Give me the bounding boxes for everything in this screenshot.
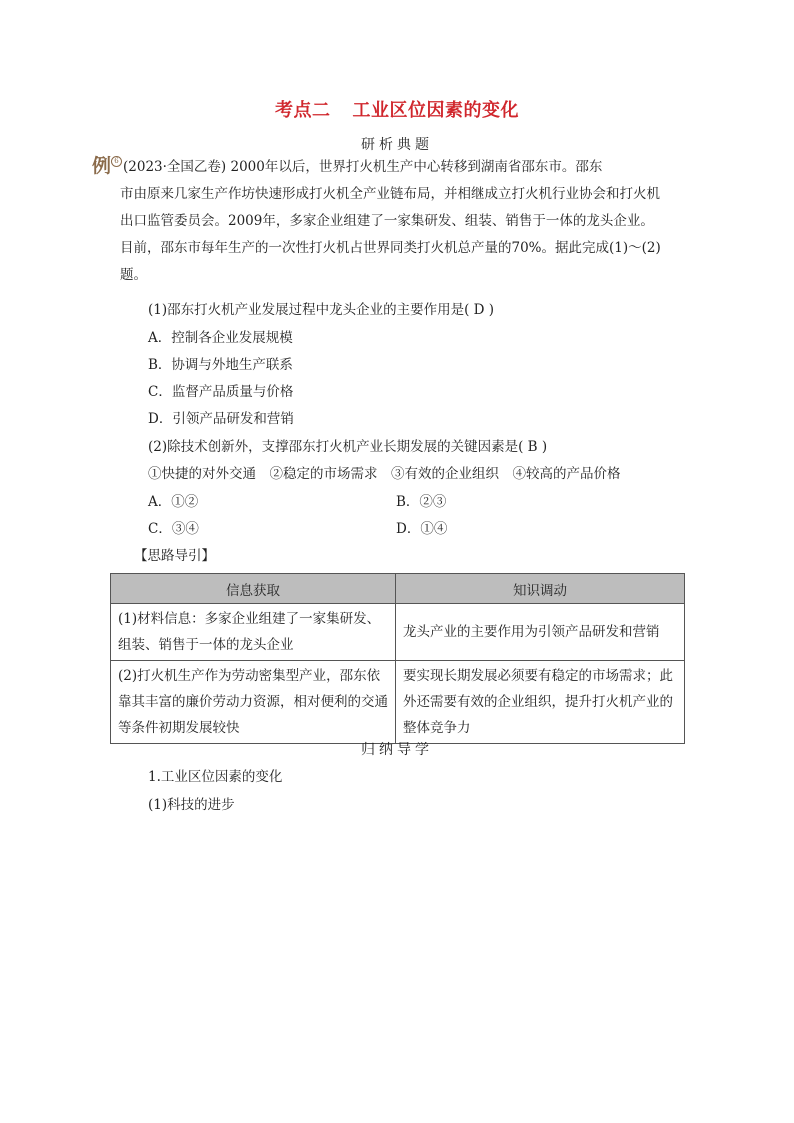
title-part2: 工业区位因素的变化 (352, 100, 519, 121)
summary-subpoint-1: (1)科技的进步 (148, 797, 235, 813)
example-passage (92, 153, 680, 289)
question-1-stem: (1)邵东打火机产业发展过程中龙头企业的主要作用是( D ) (148, 302, 495, 318)
question-1-option-b: B．协调与外地生产联系 (148, 357, 293, 373)
table-row (111, 604, 685, 661)
example-line-2: 市由原来几家生产作坊快速形成打火机全产业链布局，并相继成立打火机行业协会和打火机 (120, 186, 660, 202)
guide-table-header (111, 574, 685, 604)
title-part1: 考点二 (275, 100, 331, 121)
question-1-option-d: D．引领产品研发和营销 (148, 411, 294, 427)
guide-row-2-info: (2)打火机生产作为劳动密集型产业，邵东依靠其丰富的廉价劳动力资源，相对便利的交通等条件初期发展较快 (111, 661, 396, 744)
guide-header-knowledge: 知识调动 (396, 574, 685, 604)
guide-table (110, 573, 685, 744)
guide-row-1-knowledge: 龙头产业的主要作用为引领产品研发和营销 (396, 604, 685, 661)
question-1-option-c: C．监督产品质量与价格 (148, 384, 294, 400)
question-2-option-c: C．③④ (148, 521, 199, 537)
guide-row-1-info: (1)材料信息：多家企业组建了一家集研发、组装、销售于一体的龙头企业 (111, 604, 396, 661)
example-badge: 6 (111, 156, 122, 167)
question-1-option-a: A．控制各企业发展规模 (148, 330, 293, 346)
example-mark: 例 (92, 155, 112, 177)
example-line-4: 目前，邵东市每年生产的一次性打火机占世界同类打火机总产量的70%。据此完成(1)～(2) (120, 240, 661, 256)
example-line-3: 出口监管委员会。2009年，多家企业组建了一家集研发、组装、销售于一体的龙头企业。 (120, 213, 654, 229)
question-2-stem: (2)除技术创新外，支撑邵东打火机产业长期发展的关键因素是( B ) (148, 439, 548, 455)
example-line-5: 题。 (120, 267, 147, 283)
section-heading-study: 研析典题 (361, 137, 433, 153)
table-row (111, 661, 685, 744)
summary-point-1: 1.工业区位因素的变化 (148, 769, 283, 785)
example-line-1: 例 6 (2023·全国乙卷) 2000年以后，世界打火机生产中心转移到湖南省邵东市。邵东 (92, 155, 603, 177)
question-2-option-d: D．①④ (396, 521, 448, 537)
section-heading-summary: 归纳导学 (361, 742, 433, 758)
guide-header-info: 信息获取 (111, 574, 396, 604)
guide-row-2-knowledge: 要实现长期发展必须要有稳定的市场需求；此外还需要有效的企业组织，提升打火机产业的整体竞争力 (396, 661, 685, 744)
guide-heading: 【思路导引】 (134, 548, 215, 564)
question-2-option-a: A．①② (148, 494, 199, 510)
page-title (0, 96, 794, 122)
question-2-items: ①快捷的对外交通 ②稳定的市场需求 ③有效的企业组织 ④较高的产品价格 (148, 466, 621, 482)
question-2-option-b: B．②③ (396, 494, 447, 510)
